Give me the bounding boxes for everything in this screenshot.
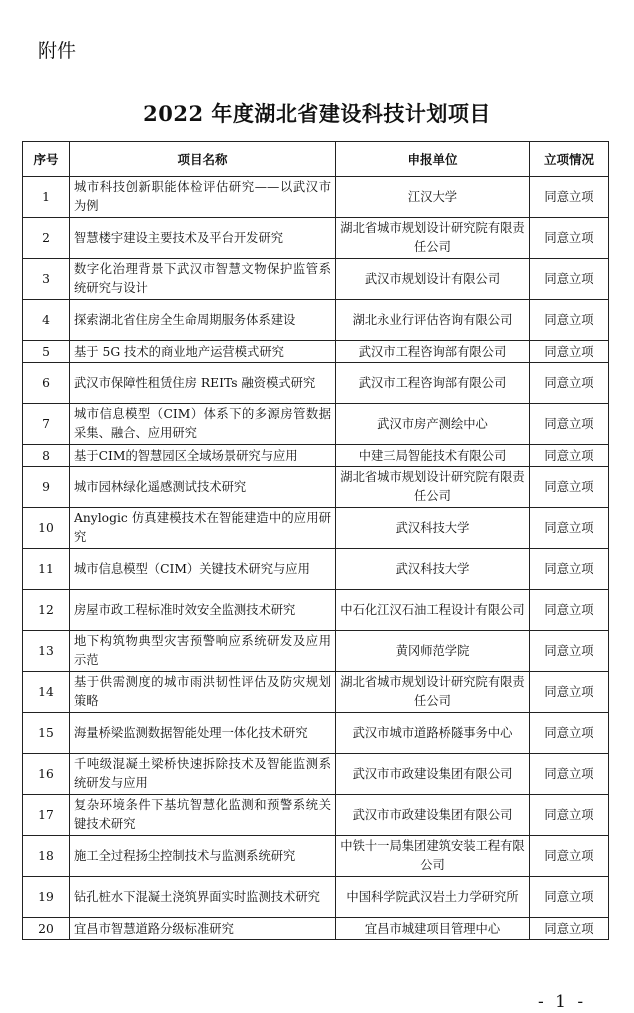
row-no: 12 <box>23 590 70 631</box>
row-no: 19 <box>23 877 70 918</box>
status-cell: 同意立项 <box>530 445 609 467</box>
project-name: 武汉市保障性租赁住房 REITs 融资模式研究 <box>70 363 336 404</box>
table-row <box>23 713 609 754</box>
project-name: 城市信息模型（CIM）关键技术研究与应用 <box>70 549 336 590</box>
applicant-unit: 江汉大学 <box>336 177 530 218</box>
row-no: 15 <box>23 713 70 754</box>
applicant-unit: 武汉市市政建设集团有限公司 <box>336 754 530 795</box>
table-row <box>23 631 609 672</box>
document-title: 2022 年度湖北省建设科技计划项目 <box>143 101 491 126</box>
status-cell: 同意立项 <box>530 795 609 836</box>
table-row <box>23 549 609 590</box>
applicant-unit: 中国科学院武汉岩土力学研究所 <box>336 877 530 918</box>
row-no: 4 <box>23 300 70 341</box>
table-row <box>23 404 609 445</box>
status-cell: 同意立项 <box>530 404 609 445</box>
project-name: 城市科技创新职能体检评估研究——以武汉市为例 <box>70 177 336 218</box>
row-no: 13 <box>23 631 70 672</box>
project-name: 基于CIM的智慧园区全域场景研究与应用 <box>70 445 336 467</box>
applicant-unit: 黄冈师范学院 <box>336 631 530 672</box>
applicant-unit: 武汉市工程咨询部有限公司 <box>336 363 530 404</box>
row-no: 9 <box>23 467 70 508</box>
header-applicant-unit: 申报单位 <box>336 142 530 177</box>
status-cell: 同意立项 <box>530 754 609 795</box>
attachment-label: 附件 <box>38 40 77 62</box>
status-cell: 同意立项 <box>530 300 609 341</box>
row-no: 10 <box>23 508 70 549</box>
status-cell: 同意立项 <box>530 218 609 259</box>
status-cell: 同意立项 <box>530 467 609 508</box>
status-cell: 同意立项 <box>530 836 609 877</box>
status-cell: 同意立项 <box>530 549 609 590</box>
project-name: Anylogic 仿真建模技术在智能建造中的应用研究 <box>70 508 336 549</box>
table-row <box>23 363 609 404</box>
row-no: 14 <box>23 672 70 713</box>
applicant-unit: 中石化江汉石油工程设计有限公司 <box>336 590 530 631</box>
row-no: 11 <box>23 549 70 590</box>
row-no: 8 <box>23 445 70 467</box>
project-name: 数字化治理背景下武汉市智慧文物保护监管系统研究与设计 <box>70 259 336 300</box>
project-table <box>22 141 609 940</box>
row-no: 5 <box>23 341 70 363</box>
status-cell: 同意立项 <box>530 341 609 363</box>
table-row <box>23 672 609 713</box>
applicant-unit: 武汉市城市道路桥隧事务中心 <box>336 713 530 754</box>
applicant-unit: 中铁十一局集团建筑安装工程有限公司 <box>336 836 530 877</box>
status-cell: 同意立项 <box>530 631 609 672</box>
applicant-unit: 湖北省城市规划设计研究院有限责任公司 <box>336 672 530 713</box>
status-cell: 同意立项 <box>530 590 609 631</box>
applicant-unit: 湖北省城市规划设计研究院有限责任公司 <box>336 218 530 259</box>
row-no: 1 <box>23 177 70 218</box>
project-name: 复杂环境条件下基坑智慧化监测和预警系统关键技术研究 <box>70 795 336 836</box>
status-cell: 同意立项 <box>530 877 609 918</box>
table-row <box>23 754 609 795</box>
project-name: 智慧楼宇建设主要技术及平台开发研究 <box>70 218 336 259</box>
page-number: - 1 - <box>538 992 587 1012</box>
row-no: 17 <box>23 795 70 836</box>
row-no: 16 <box>23 754 70 795</box>
status-cell: 同意立项 <box>530 918 609 940</box>
applicant-unit: 武汉市规划设计有限公司 <box>336 259 530 300</box>
applicant-unit: 武汉市房产测绘中心 <box>336 404 530 445</box>
project-name: 施工全过程扬尘控制技术与监测系统研究 <box>70 836 336 877</box>
table-row <box>23 259 609 300</box>
project-name: 钻孔桩水下混凝土浇筑界面实时监测技术研究 <box>70 877 336 918</box>
project-name: 地下构筑物典型灾害预警响应系统研发及应用示范 <box>70 631 336 672</box>
row-no: 7 <box>23 404 70 445</box>
table-row <box>23 445 609 467</box>
table-row <box>23 795 609 836</box>
applicant-unit: 武汉市市政建设集团有限公司 <box>336 795 530 836</box>
table-row <box>23 341 609 363</box>
applicant-unit: 武汉市工程咨询部有限公司 <box>336 341 530 363</box>
project-name: 宜昌市智慧道路分级标准研究 <box>70 918 336 940</box>
applicant-unit: 武汉科技大学 <box>336 549 530 590</box>
status-cell: 同意立项 <box>530 363 609 404</box>
project-name: 城市信息模型（CIM）体系下的多源房管数据采集、融合、应用研究 <box>70 404 336 445</box>
row-no: 6 <box>23 363 70 404</box>
table-row <box>23 177 609 218</box>
status-cell: 同意立项 <box>530 672 609 713</box>
header-status: 立项情况 <box>530 142 609 177</box>
applicant-unit: 湖北永业行评估咨询有限公司 <box>336 300 530 341</box>
row-no: 18 <box>23 836 70 877</box>
project-name: 基于供需测度的城市雨洪韧性评估及防灾规划策略 <box>70 672 336 713</box>
project-name: 探索湖北省住房全生命周期服务体系建设 <box>70 300 336 341</box>
header-project-name: 项目名称 <box>70 142 336 177</box>
table-row <box>23 218 609 259</box>
project-name: 城市园林绿化遥感测试技术研究 <box>70 467 336 508</box>
row-no: 2 <box>23 218 70 259</box>
project-name: 千吨级混凝土梁桥快速拆除技术及智能监测系统研发与应用 <box>70 754 336 795</box>
row-no: 3 <box>23 259 70 300</box>
project-name: 房屋市政工程标准时效安全监测技术研究 <box>70 590 336 631</box>
table-row <box>23 300 609 341</box>
status-cell: 同意立项 <box>530 177 609 218</box>
applicant-unit: 湖北省城市规划设计研究院有限责任公司 <box>336 467 530 508</box>
table-row <box>23 918 609 940</box>
table-row <box>23 467 609 508</box>
applicant-unit: 宜昌市城建项目管理中心 <box>336 918 530 940</box>
status-cell: 同意立项 <box>530 713 609 754</box>
status-cell: 同意立项 <box>530 259 609 300</box>
row-no: 20 <box>23 918 70 940</box>
table-row <box>23 836 609 877</box>
project-name: 基于 5G 技术的商业地产运营模式研究 <box>70 341 336 363</box>
status-cell: 同意立项 <box>530 508 609 549</box>
applicant-unit: 武汉科技大学 <box>336 508 530 549</box>
table-row <box>23 590 609 631</box>
table-header-row <box>23 142 609 177</box>
header-no: 序号 <box>23 142 70 177</box>
applicant-unit: 中建三局智能技术有限公司 <box>336 445 530 467</box>
table-row <box>23 877 609 918</box>
table-row <box>23 508 609 549</box>
project-name: 海量桥梁监测数据智能处理一体化技术研究 <box>70 713 336 754</box>
